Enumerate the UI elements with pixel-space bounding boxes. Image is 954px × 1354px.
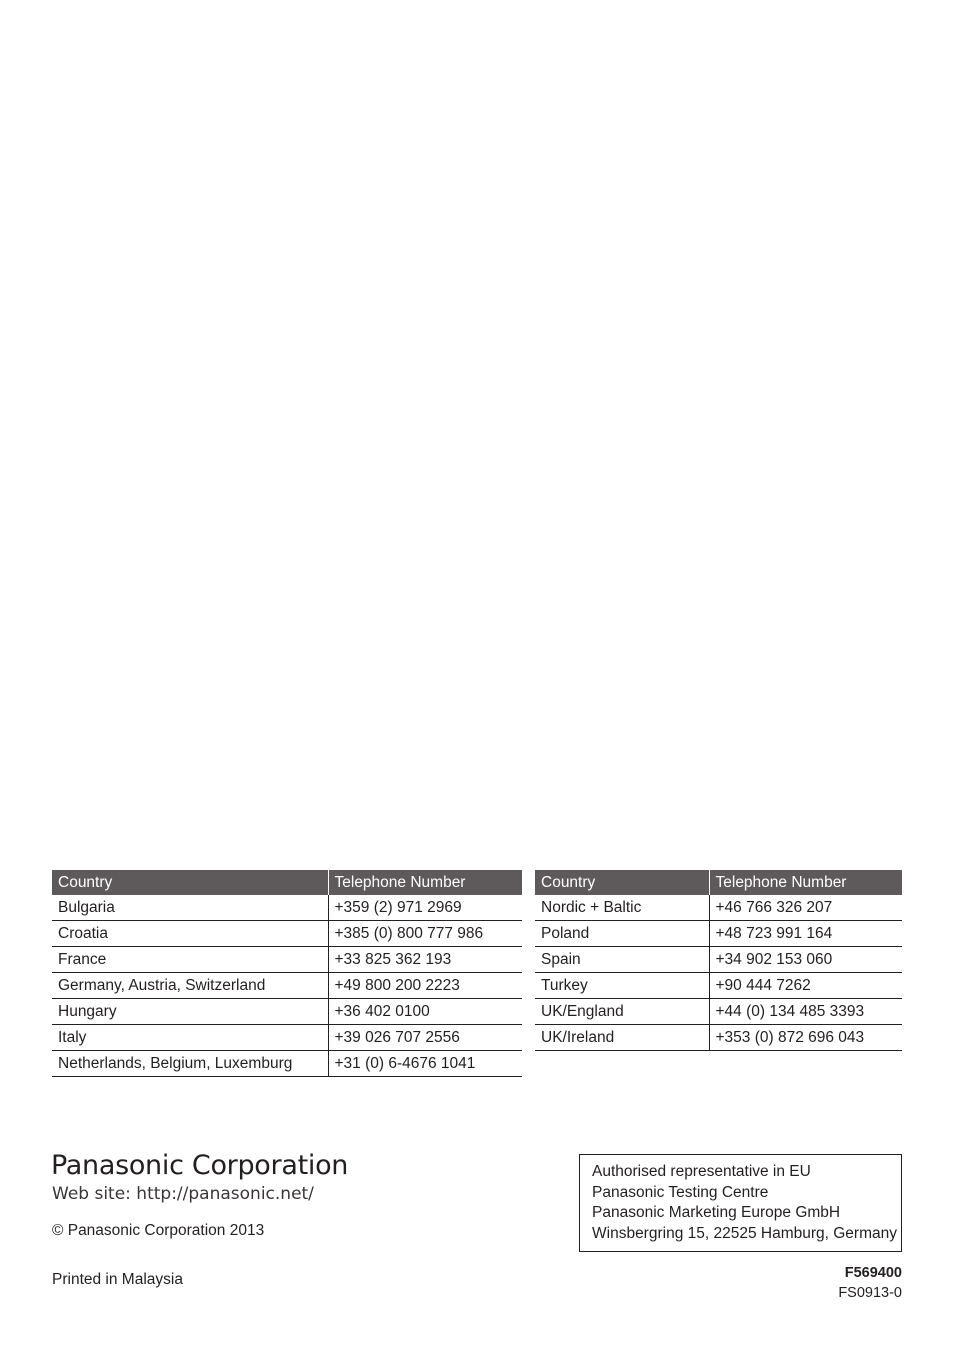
country-cell: Netherlands, Belgium, Luxemburg [52, 1051, 328, 1077]
country-cell: Bulgaria [52, 895, 328, 921]
phone-cell: +90 444 7262 [709, 973, 902, 999]
table-header-row [52, 870, 522, 895]
representative-line: Panasonic Testing Centre [592, 1183, 769, 1201]
country-cell: Italy [52, 1025, 328, 1051]
country-cell: Turkey [535, 973, 709, 999]
phone-cell: +33 825 362 193 [328, 947, 522, 973]
table-row [52, 973, 522, 999]
table-header-row [535, 870, 902, 895]
country-cell: Germany, Austria, Switzerland [52, 973, 328, 999]
table-row [52, 895, 522, 921]
column-header-country: Country [52, 870, 328, 895]
representative-line: Panasonic Marketing Europe GmbH [592, 1204, 841, 1221]
country-cell: UK/Ireland [535, 1025, 709, 1051]
document-code: F569400 [844, 1265, 902, 1281]
country-cell: Croatia [52, 921, 328, 947]
country-cell: Poland [535, 921, 709, 947]
country-cell: Spain [535, 947, 709, 973]
phone-cell: +49 800 200 2223 [328, 973, 522, 999]
table-row [535, 1025, 902, 1051]
table-row [52, 1051, 522, 1077]
country-cell: UK/England [535, 999, 709, 1025]
printed-in-text: Printed in Malaysia [52, 1271, 183, 1288]
copyright-notice: © Panasonic Corporation 2013 [52, 1222, 265, 1239]
phone-cell: +31 (0) 6-4676 1041 [328, 1051, 522, 1077]
table-row [535, 895, 902, 921]
phone-cell: +359 (2) 971 2969 [328, 895, 522, 921]
document-subcode: FS0913-0 [838, 1285, 902, 1301]
phone-cell: +44 (0) 134 485 3393 [709, 999, 902, 1025]
table-row [535, 973, 902, 999]
table-row [52, 921, 522, 947]
table-row [535, 921, 902, 947]
corporation-name: Panasonic Corporation [51, 1150, 349, 1181]
column-header-country: Country [535, 870, 709, 895]
country-cell: France [52, 947, 328, 973]
table-row [52, 947, 522, 973]
country-cell: Hungary [52, 999, 328, 1025]
phone-cell: +353 (0) 872 696 043 [709, 1025, 902, 1051]
phone-cell: +48 723 991 164 [709, 921, 902, 947]
table-row [535, 947, 902, 973]
phone-cell: +36 402 0100 [328, 999, 522, 1025]
contact-table-right [535, 870, 902, 1051]
country-cell: Nordic + Baltic [535, 895, 709, 921]
phone-cell: +34 902 153 060 [709, 947, 902, 973]
contact-table-left [52, 870, 522, 1077]
table-row [52, 999, 522, 1025]
column-header-telephone: Telephone Number [328, 870, 522, 895]
representative-line: Winsbergring 15, 22525 Hamburg, Germany [592, 1224, 897, 1242]
website-text: Web site: http://panasonic.net/ [52, 1184, 314, 1204]
representative-line: Authorised representative in EU [592, 1163, 811, 1180]
phone-cell: +46 766 326 207 [709, 895, 902, 921]
table-row [535, 999, 902, 1025]
phone-cell: +385 (0) 800 777 986 [328, 921, 522, 947]
phone-cell: +39 026 707 2556 [328, 1025, 522, 1051]
eu-representative-box [579, 1154, 902, 1252]
column-header-telephone: Telephone Number [709, 870, 902, 895]
table-row [52, 1025, 522, 1051]
